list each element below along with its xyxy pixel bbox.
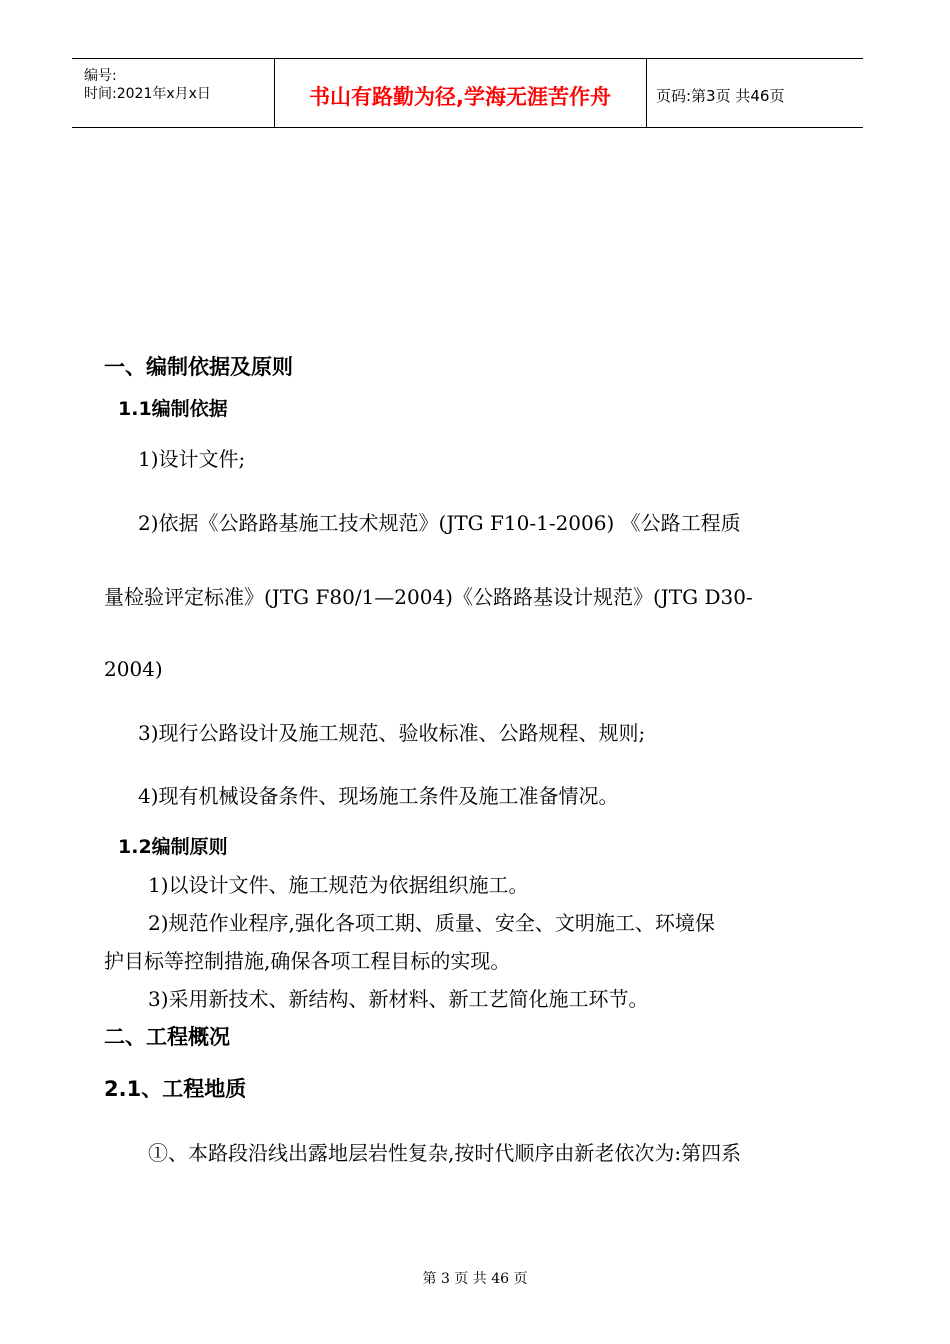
basis-item-3: 3)现行公路设计及施工规范、验收标准、公路规程、规则; (138, 721, 646, 745)
section-1-heading: 一、编制依据及原则 (104, 355, 293, 379)
page-footer: 第 3 页 共 46 页 (422, 1271, 528, 1287)
header-date-line: 时间:2021年x月x日 (84, 86, 211, 102)
page-header (72, 58, 863, 128)
header-page-info: 页码:第3页 共46页 (656, 87, 785, 105)
section-1-1-heading: 1.1编制依据 (118, 398, 228, 420)
header-page-cell (646, 59, 863, 127)
section-2-1-heading: 2.1、工程地质 (104, 1077, 247, 1101)
header-id-label: 编号: (84, 68, 117, 84)
basis-item-2-line-3: 2004) (104, 657, 163, 681)
geology-paragraph: ①、本路段沿线出露地层岩性复杂,按时代顺序由新老依次为:第四系 (148, 1141, 742, 1165)
header-motto: 书山有路勤为径,学海无涯苦作舟 (309, 85, 611, 109)
section-1-2-heading: 1.2编制原则 (118, 836, 228, 858)
header-left-cell (72, 59, 275, 127)
basis-item-4: 4)现有机械设备条件、现场施工条件及施工准备情况。 (138, 784, 619, 808)
basis-item-2-line-2: 量检验评定标准》(JTG F80/1—2004)《公路路基设计规范》(JTG D30- (104, 585, 753, 609)
basis-item-2-line-1: 2)依据《公路路基施工技术规范》(JTG F10-1-2006) 《公路工程质 (138, 511, 741, 535)
header-motto-cell (274, 59, 647, 127)
principle-item-2-line-2: 护目标等控制措施,确保各项工程目标的实现。 (104, 949, 511, 973)
principle-item-1: 1)以设计文件、施工规范为依据组织施工。 (148, 873, 529, 897)
principle-item-3: 3)采用新技术、新结构、新材料、新工艺简化施工环节。 (148, 987, 649, 1011)
principle-item-2-line-1: 2)规范作业程序,强化各项工期、质量、安全、文明施工、环境保 (148, 911, 715, 935)
basis-item-1: 1)设计文件; (138, 447, 246, 471)
section-2-heading: 二、工程概况 (104, 1025, 230, 1049)
